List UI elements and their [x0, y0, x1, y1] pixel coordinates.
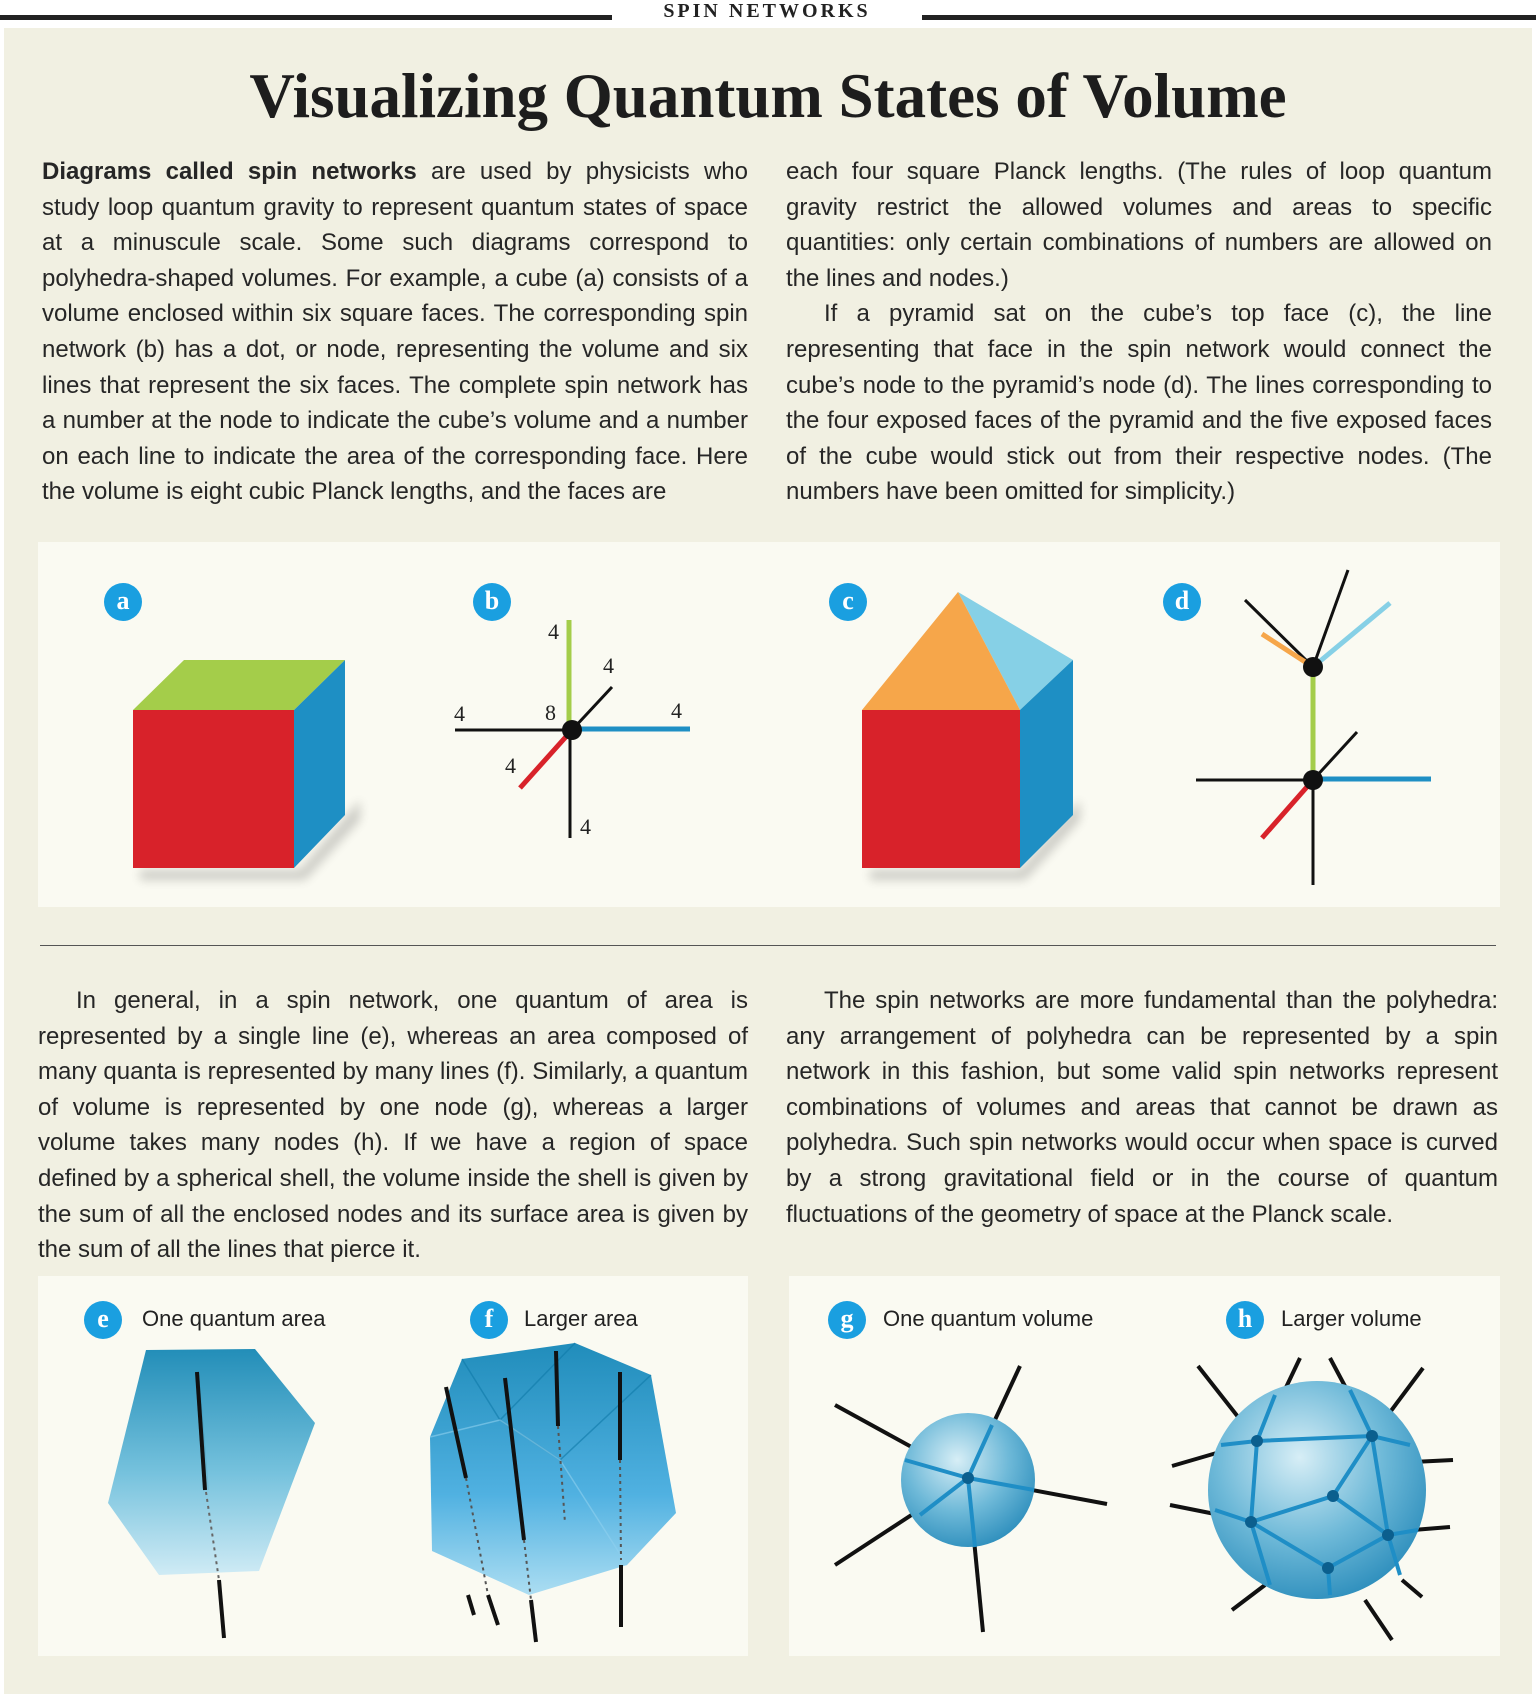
label-d-badge: d [1163, 583, 1201, 621]
label-upper-right-value: 4 [603, 653, 614, 678]
h-node-6 [1322, 1562, 1334, 1574]
label-f-badge: f [470, 1301, 508, 1339]
figure-e [108, 1349, 315, 1638]
intro-col1-text: are used by physicists who study loop quantum gravity to represent quantum states of space at a minuscule scale. Some such diagrams correspond to polyhedra-shaped volumes. For example, a cube (a) consists of a volume enclosed within six square faces. The corresponding spin network (b) has a dot, or node, representing the volume and six lines that represent the six faces. The complete spin network has a number at the node to indicate the cube’s volume and a number on each line to indicate the area of the corresponding face. Here the volume is eight cubic Planck lengths, and the faces are [42, 158, 748, 506]
f-line-5 [468, 1595, 474, 1615]
label-bottom-value: 4 [580, 814, 591, 839]
h-node-3 [1327, 1490, 1339, 1502]
label-lower-left-value: 4 [505, 753, 516, 778]
h-outer-10 [1365, 1600, 1392, 1640]
label-b-badge: b [473, 583, 511, 621]
label-h-badge: h [1226, 1301, 1264, 1339]
h-outer-11 [1402, 1580, 1422, 1597]
g-node [962, 1472, 974, 1484]
h-node-4 [1245, 1516, 1257, 1528]
label-top-value: 4 [548, 619, 559, 644]
intro-col2-p1: each four square Planck lengths. (The rules of loop quantum gravity restrict the allowed volumes and areas to specific quantities: only certain combinations of numbers are allowed on the lines and nodes.) [786, 158, 1492, 292]
label-g-badge: g [828, 1301, 866, 1339]
h-outer-9 [1232, 1585, 1265, 1610]
h-node-2 [1366, 1430, 1378, 1442]
label-node-value: 8 [545, 700, 556, 725]
f-line-4-hidden [620, 1460, 621, 1560]
lower-column-2: The spin networks are more fundamental than the polyhedra: any arrangement of polyhedra can be represented by a spin network in this fashion, but some valid spin networks represent combinations of volumes and areas that cannot be drawn as polyhedra. Such spin networks would occur when space is curved by a strong gravitational field or in the course of quantum fluctuations of the geometry of space at the Planck scale. [786, 987, 1498, 1228]
label-right-value: 4 [671, 698, 682, 723]
label-a-badge: a [104, 583, 142, 621]
label-g-caption: One quantum volume [883, 1306, 1094, 1331]
label-e-caption: One quantum area [142, 1306, 326, 1331]
lower-column-1: In general, in a spin network, one quantum of area is represented by a single line (e), whereas an area composed of many quanta is represented by many lines (f). Similarly, a quantum of volume is represented by one node (g), whereas a larger volume takes many nodes (h). If we have a region of space defined by a spherical shell, the volume inside the shell is given by the sum of all the enclosed nodes and its surface area is given by the sum of all the lines that pierce it. [38, 987, 748, 1264]
page-title: Visualizing Quantum States of Volume [249, 61, 1287, 131]
f-line-2-bottom [531, 1600, 536, 1642]
area-hexagon [108, 1349, 315, 1575]
section-kicker: SPIN NETWORKS [663, 0, 871, 22]
volume-sphere-large [1208, 1381, 1426, 1599]
label-h-caption: Larger volume [1281, 1306, 1422, 1331]
intro-col2-p2: If a pyramid sat on the cube’s top face (c), the line representing that face in the spin network would connect the cube’s node to the pyramid’s node (d). The lines corresponding to the four exposed faces of the pyramid and the five exposed faces of the cube would stick out from their respective nodes. (The numbers have been omitted for simplicity.) [786, 300, 1492, 506]
piercing-line-bottom [219, 1580, 224, 1638]
label-e-badge: e [84, 1301, 122, 1339]
h-node-5 [1382, 1529, 1394, 1541]
area-polyhedron [430, 1343, 676, 1595]
f-line-3 [556, 1351, 558, 1426]
intro-lead: Diagrams called spin networks [42, 158, 417, 185]
h-node-1 [1251, 1435, 1263, 1447]
label-f-caption: Larger area [524, 1306, 638, 1331]
f-line-1-bottom [488, 1595, 498, 1625]
figure-h [1170, 1358, 1453, 1640]
label-left-value: 4 [454, 701, 465, 726]
figure-g [835, 1366, 1107, 1632]
label-c-badge: c [829, 583, 867, 621]
figure-f [430, 1343, 676, 1642]
